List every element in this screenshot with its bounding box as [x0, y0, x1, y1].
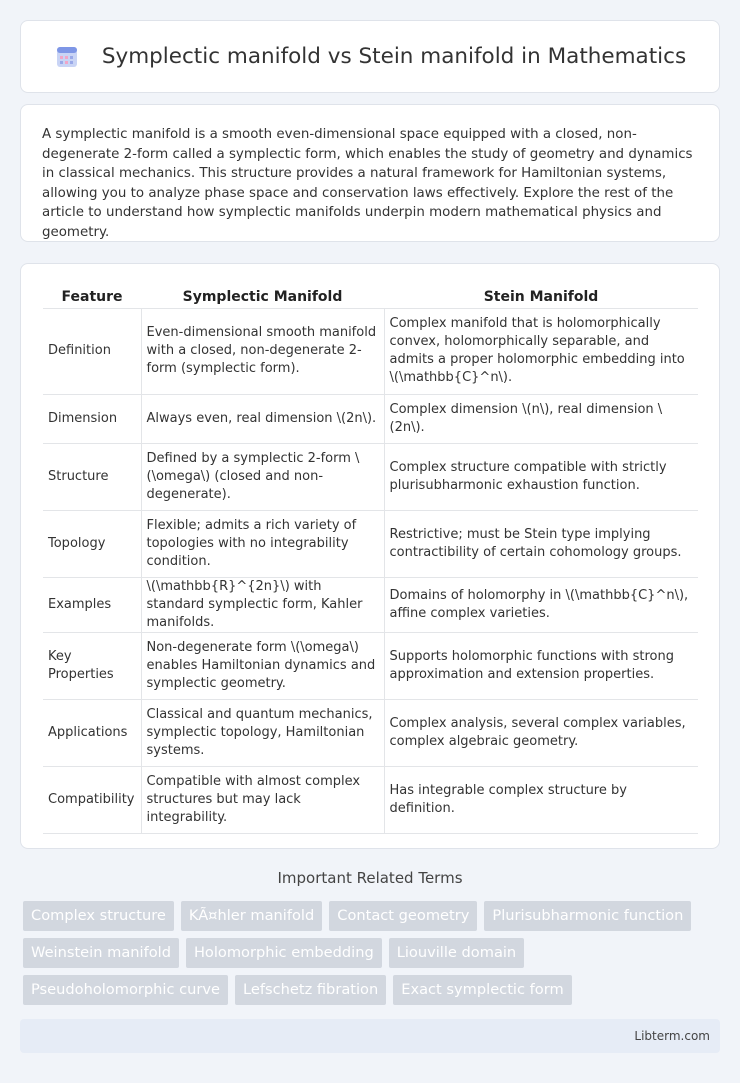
symplectic-cell: Non-degenerate form \(\omega\) enables Hamiltonian dynamics and symplectic geometry. — [141, 632, 384, 699]
comparison-card — [20, 263, 720, 849]
stein-cell: Complex manifold that is holomorphically convex, holomorphically separable, and admits a proper holomorphic embedding into \(\mathbb{C}^n\). — [384, 308, 698, 394]
symplectic-cell: Always even, real dimension \(2n\). — [141, 394, 384, 443]
symplectic-cell: Even-dimensional smooth manifold with a closed, non-degenerate 2-form (symplectic form). — [141, 308, 384, 394]
tag-plurisubharmonic-function[interactable]: Plurisubharmonic function — [484, 901, 691, 931]
header-symplectic: Symplectic Manifold — [141, 286, 384, 308]
table-header-row — [43, 286, 698, 308]
tag-liouville-domain[interactable]: Liouville domain — [389, 938, 524, 968]
table-row — [43, 577, 698, 632]
tag-contact-geometry[interactable]: Contact geometry — [329, 901, 477, 931]
symplectic-cell: Compatible with almost complex structures but may lack integrability. — [141, 766, 384, 833]
table-row — [43, 308, 698, 394]
feature-cell: Key Properties — [43, 632, 141, 699]
symplectic-cell: \(\mathbb{R}^{2n}\) with standard symplectic form, Kahler manifolds. — [141, 577, 384, 632]
symplectic-cell: Defined by a symplectic 2-form \(\omega\) (closed and non-degenerate). — [141, 443, 384, 510]
tag-kahler-manifold[interactable]: KÃ¤hler manifold — [181, 901, 322, 931]
table-row — [43, 510, 698, 577]
intro-paragraph: A symplectic manifold is a smooth even-dimensional space equipped with a closed, non-degenerate 2-form called a symplectic form, which enables the study of geometry and dynamics in classical mechanics. This structure provides a natural framework for Hamiltonian systems, allowing you to analyze phase space and conservation laws effectively. Explore the rest of the article to understand how symplectic manifolds underpin modern mathematical physics and geometry. — [42, 127, 693, 240]
feature-cell: Examples — [43, 577, 141, 632]
intro-card — [20, 104, 720, 242]
header-feature: Feature — [43, 286, 141, 308]
footer-site-link[interactable]: Libterm.com — [634, 1029, 710, 1043]
table-row — [43, 699, 698, 766]
feature-cell: Structure — [43, 443, 141, 510]
stein-cell: Domains of holomorphy in \(\mathbb{C}^n\), affine complex varieties. — [384, 577, 698, 632]
header-stein: Stein Manifold — [384, 286, 698, 308]
symplectic-cell: Classical and quantum mechanics, symplectic topology, Hamiltonian systems. — [141, 699, 384, 766]
feature-cell: Applications — [43, 699, 141, 766]
stein-cell: Complex structure compatible with strictly plurisubharmonic exhaustion function. — [384, 443, 698, 510]
tag-exact-symplectic-form[interactable]: Exact symplectic form — [393, 975, 571, 1005]
tag-pseudoholomorphic-curve[interactable]: Pseudoholomorphic curve — [23, 975, 228, 1005]
symplectic-cell: Flexible; admits a rich variety of topologies with no integrability condition. — [141, 510, 384, 577]
stein-cell: Has integrable complex structure by definition. — [384, 766, 698, 833]
tag-complex-structure[interactable]: Complex structure — [23, 901, 174, 931]
page-title: Symplectic manifold vs Stein manifold in Mathematics — [101, 44, 687, 69]
tag-holomorphic-embedding[interactable]: Holomorphic embedding — [186, 938, 382, 968]
tag-lefschetz-fibration[interactable]: Lefschetz fibration — [235, 975, 386, 1005]
table-row — [43, 632, 698, 699]
table-row — [43, 394, 698, 443]
tag-row — [23, 901, 723, 931]
stein-cell: Restrictive; must be Stein type implying contractibility of certain cohomology groups. — [384, 510, 698, 577]
footer — [20, 1019, 720, 1053]
document-icon — [54, 44, 80, 70]
stein-cell: Complex dimension \(n\), real dimension \(2n\). — [384, 394, 698, 443]
feature-cell: Dimension — [43, 394, 141, 443]
tag-row — [23, 975, 723, 1005]
feature-cell: Definition — [43, 308, 141, 394]
table-row — [43, 766, 698, 833]
title-card — [20, 20, 720, 93]
related-terms-heading: Important Related Terms — [277, 869, 463, 887]
feature-cell: Topology — [43, 510, 141, 577]
related-terms-list — [23, 901, 723, 1012]
tag-weinstein-manifold[interactable]: Weinstein manifold — [23, 938, 179, 968]
comparison-table — [43, 286, 698, 834]
stein-cell: Supports holomorphic functions with strong approximation and extension properties. — [384, 632, 698, 699]
tag-row — [23, 938, 723, 968]
table-row — [43, 443, 698, 510]
feature-cell: Compatibility — [43, 766, 141, 833]
stein-cell: Complex analysis, several complex variables, complex algebraic geometry. — [384, 699, 698, 766]
